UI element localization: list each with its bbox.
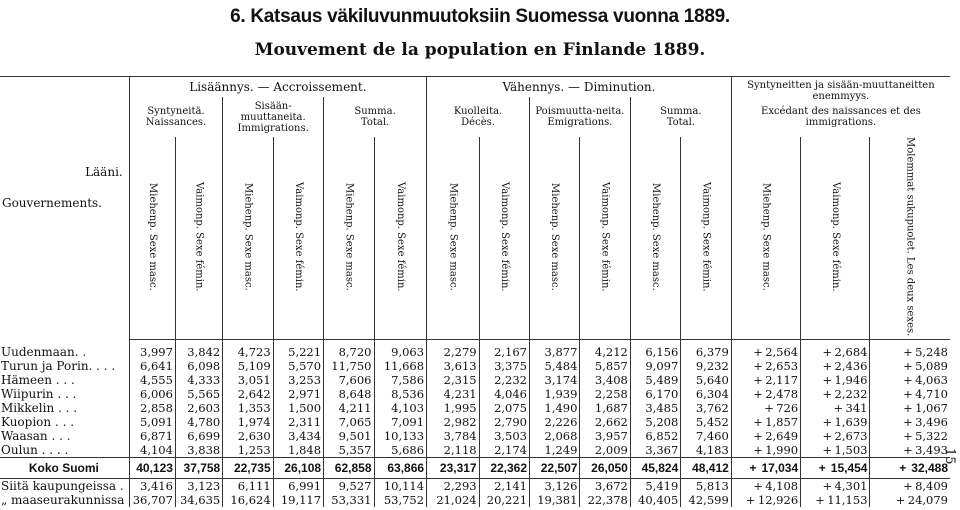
table-cell: 2,982 (427, 415, 480, 429)
table-cell: 26,108 (273, 458, 323, 479)
table-cell: 2,279 (427, 340, 480, 360)
col-male: Miehenp. Sexe masc. (530, 137, 580, 340)
excess-value: 1,946 (834, 373, 868, 388)
excess-cell (870, 429, 950, 443)
table-cell: 11,750 (324, 359, 374, 373)
table-cell: 6,871 (129, 429, 175, 443)
table-cell: 6,170 (630, 387, 680, 401)
table-cell: 4,104 (129, 443, 175, 458)
table-cell: 5,813 (681, 479, 732, 494)
excess-value: 2,436 (834, 359, 868, 374)
excess-cell (731, 429, 800, 443)
sign: + (753, 443, 763, 458)
table-cell: 42,599 (681, 493, 732, 507)
table-cell: 2,858 (129, 401, 175, 415)
excess-cell (731, 373, 800, 387)
excess-value: 1,639 (834, 415, 868, 430)
table-cell: 11,668 (374, 359, 427, 373)
table-cell: 7,091 (374, 415, 427, 429)
table-cell: 1,249 (530, 443, 580, 458)
excess-cell (731, 340, 800, 360)
decrease-header: Vähennys. — Diminution. (427, 77, 732, 98)
excess-value: 3,493 (915, 443, 948, 458)
table-cell: 9,232 (681, 359, 732, 373)
table-cell: 4,211 (324, 401, 374, 415)
table-cell: 7,065 (324, 415, 374, 429)
col-female: Vaimonp. Sexe fémin. (175, 137, 222, 340)
table-cell: 22,362 (479, 458, 529, 479)
excess-cell (870, 340, 950, 360)
row-label: Uudenmaan. . (1, 345, 87, 360)
table-cell: 3,613 (427, 359, 480, 373)
excess-cell (731, 443, 800, 458)
table-cell: 53,752 (374, 493, 427, 507)
table-cell: 2,293 (427, 479, 480, 494)
col-male: Miehenp. Sexe masc. (223, 137, 273, 340)
table-cell: 5,686 (374, 443, 427, 458)
table-cell: 37,758 (175, 458, 222, 479)
excess-cell (731, 401, 800, 415)
table-cell: 20,221 (479, 493, 529, 507)
sum-increase-header: Summa. Total. (324, 97, 427, 137)
table-row (0, 401, 950, 415)
excess-cell (731, 387, 800, 401)
sign: + (903, 443, 913, 458)
excess-cell (801, 373, 870, 387)
excess-value: 2,564 (765, 345, 799, 360)
table-cell: 2,167 (479, 340, 529, 360)
table-cell: 3,877 (530, 340, 580, 360)
sign: + (903, 359, 913, 374)
excess-value: 2,117 (765, 373, 799, 388)
table-cell: 6,111 (223, 479, 273, 494)
table-cell: 5,109 (223, 359, 273, 373)
table-cell: 22,735 (223, 458, 273, 479)
excess-value: 5,322 (915, 429, 948, 444)
table-cell: 3,367 (630, 443, 680, 458)
table-cell: 5,489 (630, 373, 680, 387)
excess-value: 341 (845, 401, 868, 416)
table-cell: 4,103 (374, 401, 427, 415)
table-cell: 5,857 (580, 359, 630, 373)
table-cell: 2,226 (530, 415, 580, 429)
sign: + (815, 493, 825, 508)
table-cell: 2,971 (273, 387, 323, 401)
table-cell: 4,231 (427, 387, 480, 401)
table-cell: 19,117 (273, 493, 323, 507)
excess-value: 17,034 (761, 461, 799, 476)
excess-value: 2,673 (834, 429, 868, 444)
table-cell: 1,848 (273, 443, 323, 458)
table-cell: 2,603 (175, 401, 222, 415)
col-male: Miehenp. Sexe masc. (630, 137, 680, 340)
table-cell: 4,183 (681, 443, 732, 458)
excess-value: 8,409 (915, 479, 948, 494)
excess-value: 2,684 (834, 345, 868, 360)
excess-value: 2,478 (765, 387, 799, 402)
table-cell: 2,075 (479, 401, 529, 415)
sum-decrease-header: Summa. Total. (630, 97, 731, 137)
table-cell: 2,258 (580, 387, 630, 401)
col-female: Vaimonp. Sexe fémin. (273, 137, 323, 340)
table-row (0, 415, 950, 429)
sign: + (753, 415, 763, 430)
excess-cell (731, 415, 800, 429)
sign: + (753, 373, 763, 388)
col-male: Miehenp. Sexe masc. (324, 137, 374, 340)
table-cell: 8,720 (324, 340, 374, 360)
table-row (0, 479, 950, 494)
table-cell: 7,586 (374, 373, 427, 387)
table-row (0, 359, 950, 373)
sign: + (764, 401, 774, 416)
table-cell: 2,630 (223, 429, 273, 443)
table-cell: 3,784 (427, 429, 480, 443)
births-header: Syntyneitä. Naissances. (129, 97, 223, 137)
table-cell: 3,838 (175, 443, 222, 458)
col-female: Vaimonp. Sexe fémin. (374, 137, 427, 340)
excess-value: 11,153 (827, 493, 868, 508)
table-cell: 5,484 (530, 359, 580, 373)
table-cell: 40,123 (129, 458, 175, 479)
table-cell: 2,174 (479, 443, 529, 458)
excess-value: 1,857 (765, 415, 799, 430)
table-cell: 1,500 (273, 401, 323, 415)
sign: + (903, 387, 913, 402)
table-cell: 9,501 (324, 429, 374, 443)
sign: + (903, 415, 913, 430)
excess-cell (870, 387, 950, 401)
excess-value: 726 (776, 401, 799, 416)
table-cell: 45,824 (630, 458, 680, 479)
excess-cell (801, 387, 870, 401)
table-cell: 9,097 (630, 359, 680, 373)
table-cell: 5,091 (129, 415, 175, 429)
immigrations-header: Sisään-muuttaneita. Immigrations. (223, 97, 324, 137)
row-label: Kuopion . . . (1, 415, 75, 430)
table-cell: 34,635 (175, 493, 222, 507)
sign: + (822, 479, 833, 494)
table-cell: 5,357 (324, 443, 374, 458)
excess-cell (870, 359, 950, 373)
table-cell: 3,126 (530, 479, 580, 494)
col-female: Vaimonp. Sexe fémin. (801, 137, 870, 340)
sign: + (822, 345, 833, 360)
sign: + (899, 461, 907, 476)
sign: + (903, 401, 913, 416)
increase-header: Lisäännys. — Accroissement. (129, 77, 426, 98)
table-cell: 3,408 (580, 373, 630, 387)
excess-value: 5,248 (915, 345, 948, 360)
table-cell: 6,098 (175, 359, 222, 373)
excess-cell (870, 479, 950, 494)
page-subtitle: Mouvement de la population en Finlande 1889. (254, 40, 706, 60)
table-row (0, 493, 950, 507)
page-number: 15 (942, 448, 957, 465)
excess-cell (801, 415, 870, 429)
excess-cell (870, 443, 950, 458)
table-cell: 8,648 (324, 387, 374, 401)
table-cell: 2,642 (223, 387, 273, 401)
province-header: Lääni. Gouvernements. (0, 77, 129, 340)
row-label: „ maaseurakunnissa (1, 493, 125, 508)
table-cell: 3,174 (530, 373, 580, 387)
table-cell: 5,221 (273, 340, 323, 360)
sign: + (753, 359, 763, 374)
table-cell: 22,507 (530, 458, 580, 479)
sign: + (749, 461, 757, 476)
table-cell: 1,995 (427, 401, 480, 415)
excess-value: 5,089 (915, 359, 948, 374)
table-row (0, 458, 950, 479)
table-cell: 3,672 (580, 479, 630, 494)
sign: + (903, 429, 913, 444)
col-male: Miehenp. Sexe masc. (129, 137, 175, 340)
row-label: Oulun . . . . (1, 443, 69, 458)
excess-cell (870, 373, 950, 387)
sign: + (822, 387, 833, 402)
sign: + (822, 359, 833, 374)
excess-value: 32,488 (911, 461, 948, 476)
table-cell: 6,156 (630, 340, 680, 360)
sign: + (903, 345, 913, 360)
excess-header: Syntyneitten ja sisään-muuttaneitten enemmyys. Excédant des naissances et des immigrations. (731, 77, 950, 138)
table-cell: 2,662 (580, 415, 630, 429)
table-cell: 3,253 (273, 373, 323, 387)
table-cell: 2,068 (530, 429, 580, 443)
excess-value: 15,454 (830, 461, 868, 476)
table-cell: 5,419 (630, 479, 680, 494)
sign: + (753, 429, 763, 444)
table-cell: 53,331 (324, 493, 374, 507)
table-cell: 7,460 (681, 429, 732, 443)
table-cell: 1,974 (223, 415, 273, 429)
excess-cell (731, 493, 800, 507)
col-female: Vaimonp. Sexe fémin. (681, 137, 732, 340)
table-row (0, 429, 950, 443)
excess-cell (801, 340, 870, 360)
table-cell: 4,780 (175, 415, 222, 429)
sign: + (753, 479, 763, 494)
table-cell: 6,699 (175, 429, 222, 443)
table-cell: 3,842 (175, 340, 222, 360)
excess-cell (801, 493, 870, 507)
table-cell: 2,315 (427, 373, 480, 387)
excess-cell (870, 493, 950, 507)
table-cell: 1,253 (223, 443, 273, 458)
table-cell: 7,606 (324, 373, 374, 387)
sign: + (822, 373, 833, 388)
row-label: Waasan . . . (1, 429, 71, 444)
table-cell: 3,416 (129, 479, 175, 494)
row-label: Wiipurin . . . (1, 387, 77, 402)
excess-value: 2,649 (765, 429, 799, 444)
col-female: Vaimonp. Sexe fémin. (580, 137, 630, 340)
excess-value: 12,926 (757, 493, 799, 508)
excess-value: 4,063 (915, 373, 948, 388)
sign: + (895, 493, 906, 508)
sign: + (753, 345, 763, 360)
excess-cell (801, 359, 870, 373)
table-cell: 6,006 (129, 387, 175, 401)
table-cell: 26,050 (580, 458, 630, 479)
row-label: Mikkelin . . . (1, 401, 78, 416)
table-cell: 4,555 (129, 373, 175, 387)
table-cell: 1,939 (530, 387, 580, 401)
table-cell: 8,536 (374, 387, 427, 401)
sign: + (822, 429, 833, 444)
excess-value: 1,067 (915, 401, 948, 416)
excess-value: 1,990 (765, 443, 799, 458)
sign: + (833, 401, 844, 416)
excess-cell (731, 479, 800, 494)
table-cell: 3,375 (479, 359, 529, 373)
table-cell: 4,212 (580, 340, 630, 360)
sign: + (753, 387, 763, 402)
population-table (0, 76, 950, 507)
table-cell: 2,009 (580, 443, 630, 458)
sign: + (818, 461, 826, 476)
table-cell: 3,762 (681, 401, 732, 415)
table-body (0, 340, 950, 508)
table-cell: 3,051 (223, 373, 273, 387)
table-cell: 63,866 (374, 458, 427, 479)
sign: + (745, 493, 756, 508)
table-row (0, 387, 950, 401)
col-female: Vaimonp. Sexe fémin. (479, 137, 529, 340)
excess-value: 3,496 (915, 415, 948, 430)
excess-cell (801, 443, 870, 458)
page-title: 6. Katsaus väkiluvunmuutoksiin Suomessa vuonna 1889. (230, 6, 730, 27)
table-cell: 5,640 (681, 373, 732, 387)
table-cell: 48,412 (681, 458, 732, 479)
row-label: Koko Suomi (0, 458, 129, 479)
excess-value: 4,710 (915, 387, 948, 402)
excess-value: 4,301 (834, 479, 868, 494)
row-label: Turun ja Porin. . . . (1, 359, 116, 374)
table-cell: 2,118 (427, 443, 480, 458)
table-cell: 4,046 (479, 387, 529, 401)
excess-cell (801, 458, 870, 479)
col-male: Miehenp. Sexe masc. (731, 137, 800, 340)
table-cell: 5,570 (273, 359, 323, 373)
excess-cell (870, 458, 950, 479)
table-cell: 19,381 (530, 493, 580, 507)
excess-value: 2,232 (834, 387, 868, 402)
table-cell: 6,991 (273, 479, 323, 494)
table-cell: 6,852 (630, 429, 680, 443)
table-cell: 22,378 (580, 493, 630, 507)
table-cell: 10,133 (374, 429, 427, 443)
table-cell: 6,379 (681, 340, 732, 360)
excess-cell (731, 359, 800, 373)
excess-value: 2,653 (765, 359, 799, 374)
emigrations-header: Poismuutta-neita. Emigrations. (530, 97, 631, 137)
table-cell: 21,024 (427, 493, 480, 507)
excess-value: 4,108 (765, 479, 799, 494)
col-male: Miehenp. Sexe masc. (427, 137, 480, 340)
table-cell: 3,503 (479, 429, 529, 443)
table-cell: 6,641 (129, 359, 175, 373)
excess-cell (870, 401, 950, 415)
table-cell: 40,405 (630, 493, 680, 507)
table-cell: 4,333 (175, 373, 222, 387)
excess-cell (731, 458, 800, 479)
deaths-header: Kuolleita. Décès. (427, 97, 530, 137)
table-cell: 1,353 (223, 401, 273, 415)
excess-cell (801, 429, 870, 443)
table-cell: 5,208 (630, 415, 680, 429)
table-cell: 3,997 (129, 340, 175, 360)
table-cell: 10,114 (374, 479, 427, 494)
table-cell: 1,687 (580, 401, 630, 415)
table-cell: 2,232 (479, 373, 529, 387)
table-cell: 5,452 (681, 415, 732, 429)
excess-cell (870, 415, 950, 429)
sign: + (822, 415, 833, 430)
table-cell: 2,141 (479, 479, 529, 494)
excess-cell (801, 479, 870, 494)
row-label: Hämeen . . . (1, 373, 75, 388)
table-cell: 23,317 (427, 458, 480, 479)
excess-value: 24,079 (907, 493, 948, 508)
table-cell: 1,490 (530, 401, 580, 415)
table-row (0, 373, 950, 387)
table-cell: 36,707 (129, 493, 175, 507)
table-cell: 6,304 (681, 387, 732, 401)
table-row (0, 340, 950, 360)
table-cell: 9,063 (374, 340, 427, 360)
table-cell: 4,723 (223, 340, 273, 360)
row-label: Siitä kaupungeissa . (1, 479, 124, 494)
sign: + (903, 373, 913, 388)
table-cell: 9,527 (324, 479, 374, 494)
table-cell: 3,957 (580, 429, 630, 443)
sign: + (903, 479, 913, 494)
table-row (0, 443, 950, 458)
table-cell: 3,123 (175, 479, 222, 494)
table-cell: 16,624 (223, 493, 273, 507)
table-cell: 3,434 (273, 429, 323, 443)
excess-value: 1,503 (834, 443, 868, 458)
table-cell: 3,485 (630, 401, 680, 415)
table-cell: 2,311 (273, 415, 323, 429)
table-header (0, 77, 950, 340)
table-cell: 62,858 (324, 458, 374, 479)
table-cell: 2,790 (479, 415, 529, 429)
table-cell: 5,565 (175, 387, 222, 401)
excess-cell (801, 401, 870, 415)
sign: + (822, 443, 833, 458)
col-both: Molemmat sukupuolet. Les deux sexes. (870, 137, 950, 340)
